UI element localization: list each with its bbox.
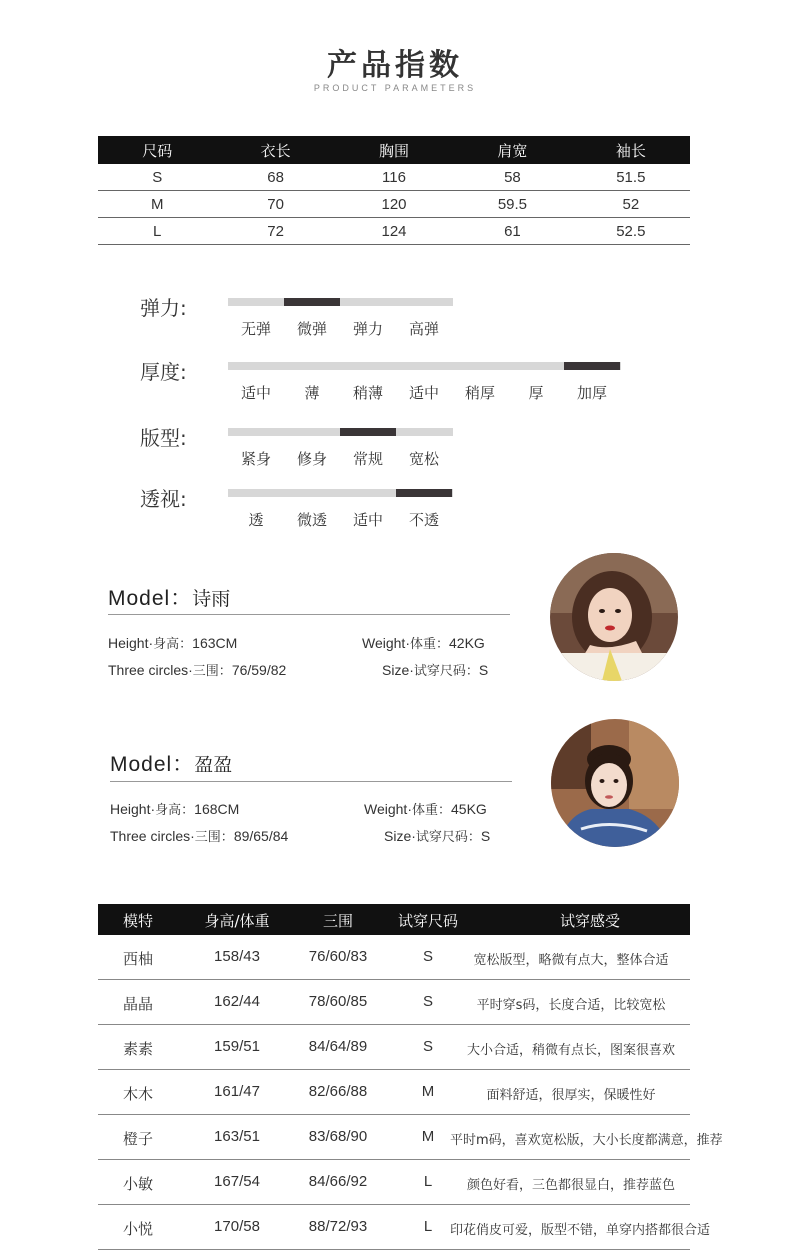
table-cell: S	[152, 168, 163, 186]
scale-selected-segment	[396, 489, 452, 497]
feedback-cell: 平时m码，喜欢宽松版，大小长度都满意，推荐	[450, 1133, 723, 1148]
scale-option: 适中	[352, 511, 383, 529]
height-label-cn: 身高：	[155, 803, 195, 818]
table-cell: 51.5	[616, 168, 646, 186]
scale-option: 稍厚	[464, 384, 495, 402]
weight-label: Weight·	[364, 801, 412, 817]
column-header: 三围	[322, 912, 353, 930]
model-size	[382, 660, 488, 679]
scale-option: 紧身	[240, 450, 271, 468]
table-cell: S	[422, 948, 433, 965]
model-title-prefix: Model：	[108, 587, 193, 610]
model-portrait-2-icon	[551, 719, 679, 847]
column-header: 试穿尺码	[397, 912, 458, 930]
scale-option: 薄	[304, 384, 320, 402]
table-cell: 161/47	[214, 1083, 260, 1100]
table-cell: 78/60/85	[308, 993, 368, 1010]
feedback-cell: 宽松版型，略微有点大，整体合适	[473, 953, 669, 968]
table-cell: L	[423, 1173, 433, 1190]
weight-value: 45KG	[451, 801, 487, 817]
page-title: 产品指数	[327, 48, 463, 83]
scale-option: 微透	[296, 511, 327, 529]
size-label-cn: 试穿尺码：	[413, 664, 479, 679]
circles-label-cn: 三围：	[192, 664, 232, 679]
table-cell: 83/68/90	[308, 1128, 368, 1145]
table-cell: 162/44	[214, 993, 260, 1010]
size-label: Size·	[382, 662, 414, 678]
size-label: Size·	[384, 828, 416, 844]
column-header: 肩宽	[497, 141, 528, 160]
scale-option: 常规	[352, 450, 383, 468]
table-row	[98, 164, 690, 191]
table-row	[98, 1205, 711, 1250]
feedback-cell: 颜色好看，三色都很显白，推荐蓝色	[466, 1178, 675, 1193]
table-cell: 88/72/93	[308, 1218, 368, 1235]
model-circles	[108, 660, 286, 679]
scale-bar	[228, 489, 453, 497]
column-header: 衣长	[260, 141, 291, 160]
table-cell: 124	[381, 222, 407, 240]
table-row	[98, 1070, 690, 1115]
height-label: Height·	[108, 635, 154, 651]
model-title	[108, 582, 230, 612]
size-value: S	[480, 828, 491, 844]
table-cell: 59.5	[497, 195, 528, 213]
table-cell: S	[422, 1038, 433, 1055]
feedback-cell: 大小合适，稍微有点长，图案很喜欢	[466, 1043, 675, 1058]
circles-label: Three circles·	[110, 828, 195, 844]
table-cell: M	[421, 1128, 435, 1145]
table-cell: 170/58	[214, 1218, 260, 1235]
column-header: 尺码	[142, 141, 173, 160]
attribute-label: 弹力:	[140, 296, 187, 320]
divider	[108, 614, 510, 615]
table-cell: M	[421, 1083, 435, 1100]
table-row	[98, 935, 690, 980]
table-cell: 晶晶	[122, 995, 153, 1013]
table-cell: 52.5	[616, 222, 646, 240]
table-cell: 橙子	[122, 1130, 153, 1148]
weight-label: Weight·	[362, 635, 410, 651]
table-cell: 84/66/92	[308, 1173, 368, 1190]
scale-selected-segment	[340, 428, 396, 436]
model-weight	[362, 633, 485, 652]
table-cell: L	[423, 1218, 433, 1235]
circles-value: 89/65/84	[233, 828, 289, 844]
model-circles	[110, 826, 288, 845]
table-cell: 52	[622, 195, 640, 213]
model-name: 诗雨	[192, 588, 231, 610]
weight-label-cn: 体重：	[409, 637, 449, 652]
column-header: 试穿感受	[559, 912, 620, 930]
scale-option: 不透	[408, 511, 439, 529]
table-cell: 素素	[122, 1040, 153, 1058]
page-subtitle: PRODUCT PARAMETERS	[313, 83, 477, 93]
scale-option: 微弹	[296, 320, 327, 338]
scale-bar	[228, 362, 621, 370]
scale-option: 稍薄	[352, 384, 383, 402]
table-cell: S	[422, 993, 433, 1010]
scale-option: 加厚	[576, 384, 607, 402]
size-label-cn: 试穿尺码：	[415, 830, 481, 845]
table-cell: 167/54	[214, 1173, 260, 1190]
scale-option: 修身	[296, 450, 327, 468]
attribute-label: 厚度:	[140, 360, 187, 384]
table-cell: 68	[267, 168, 284, 186]
feedback-cell: 印花俏皮可爱，版型不错，单穿内搭都很合适	[450, 1223, 711, 1238]
feedback-cell: 面料舒适，很厚实，保暖性好	[486, 1088, 656, 1103]
model-size	[384, 826, 490, 845]
avatar	[550, 553, 678, 681]
table-cell: 158/43	[214, 948, 260, 965]
attribute-label: 透视:	[140, 487, 187, 511]
table-cell: L	[153, 222, 162, 240]
table-row	[98, 1025, 690, 1070]
avatar	[551, 719, 679, 847]
model-title-prefix: Model：	[110, 753, 195, 776]
scale-option: 弹力	[352, 320, 383, 338]
weight-value: 42KG	[449, 635, 485, 651]
scale-option: 适中	[240, 384, 271, 402]
scale-bar	[228, 428, 453, 436]
column-header: 模特	[122, 912, 153, 930]
table-cell: 163/51	[214, 1128, 260, 1145]
table-cell: 82/66/88	[308, 1083, 368, 1100]
scale-bar	[228, 298, 453, 306]
scale-selected-segment	[284, 298, 340, 306]
divider	[110, 781, 512, 782]
table-row	[98, 1115, 723, 1160]
table-row	[98, 980, 690, 1025]
table-cell: 120	[381, 195, 407, 213]
model-portrait-1-icon	[550, 553, 678, 681]
scale-option: 高弹	[408, 320, 439, 338]
height-value: 163CM	[192, 635, 238, 651]
scale-option: 无弹	[240, 320, 271, 338]
column-header: 身高/体重	[204, 912, 270, 930]
table-cell: 159/51	[214, 1038, 260, 1055]
table-cell: 木木	[122, 1085, 153, 1103]
size-value: S	[478, 662, 489, 678]
table-cell: 小悦	[122, 1220, 153, 1238]
scale-option: 宽松	[408, 450, 439, 468]
table-cell: 61	[504, 222, 521, 240]
circles-label: Three circles·	[108, 662, 193, 678]
size-table-header	[98, 136, 690, 164]
scale-option: 透	[248, 511, 264, 529]
table-cell: 84/64/89	[308, 1038, 368, 1055]
table-cell: 116	[382, 168, 406, 186]
scale-option: 适中	[408, 384, 439, 402]
attribute-label: 版型:	[140, 426, 187, 450]
model-name: 盈盈	[194, 754, 233, 776]
table-cell: 西柚	[122, 950, 153, 968]
table-cell: 70	[267, 195, 284, 213]
weight-label-cn: 体重：	[411, 803, 451, 818]
table-row	[98, 1160, 690, 1205]
circles-value: 76/59/82	[231, 662, 287, 678]
table-row	[98, 218, 690, 245]
column-header: 胸围	[379, 141, 410, 160]
fit-table-body	[98, 935, 723, 1250]
feedback-cell: 平时穿s码，长度合适，比较宽松	[476, 998, 666, 1013]
height-label-cn: 身高：	[153, 637, 193, 652]
model-height	[108, 633, 237, 652]
table-row	[98, 191, 690, 218]
height-value: 168CM	[194, 801, 240, 817]
model-title	[110, 748, 232, 778]
table-cell: 58	[504, 168, 521, 186]
circles-label-cn: 三围：	[194, 830, 234, 845]
table-cell: 小敏	[122, 1175, 153, 1193]
table-cell: 72	[267, 222, 284, 240]
model-height	[110, 799, 239, 818]
table-cell: 76/60/83	[308, 948, 368, 965]
model-weight	[364, 799, 487, 818]
fit-table	[98, 904, 723, 1250]
fit-table-header	[98, 904, 690, 935]
scale-option: 厚	[528, 384, 544, 402]
column-header: 袖长	[615, 141, 646, 160]
scale-selected-segment	[564, 362, 620, 370]
height-label: Height·	[110, 801, 156, 817]
table-cell: M	[150, 195, 164, 213]
size-table	[98, 136, 690, 245]
